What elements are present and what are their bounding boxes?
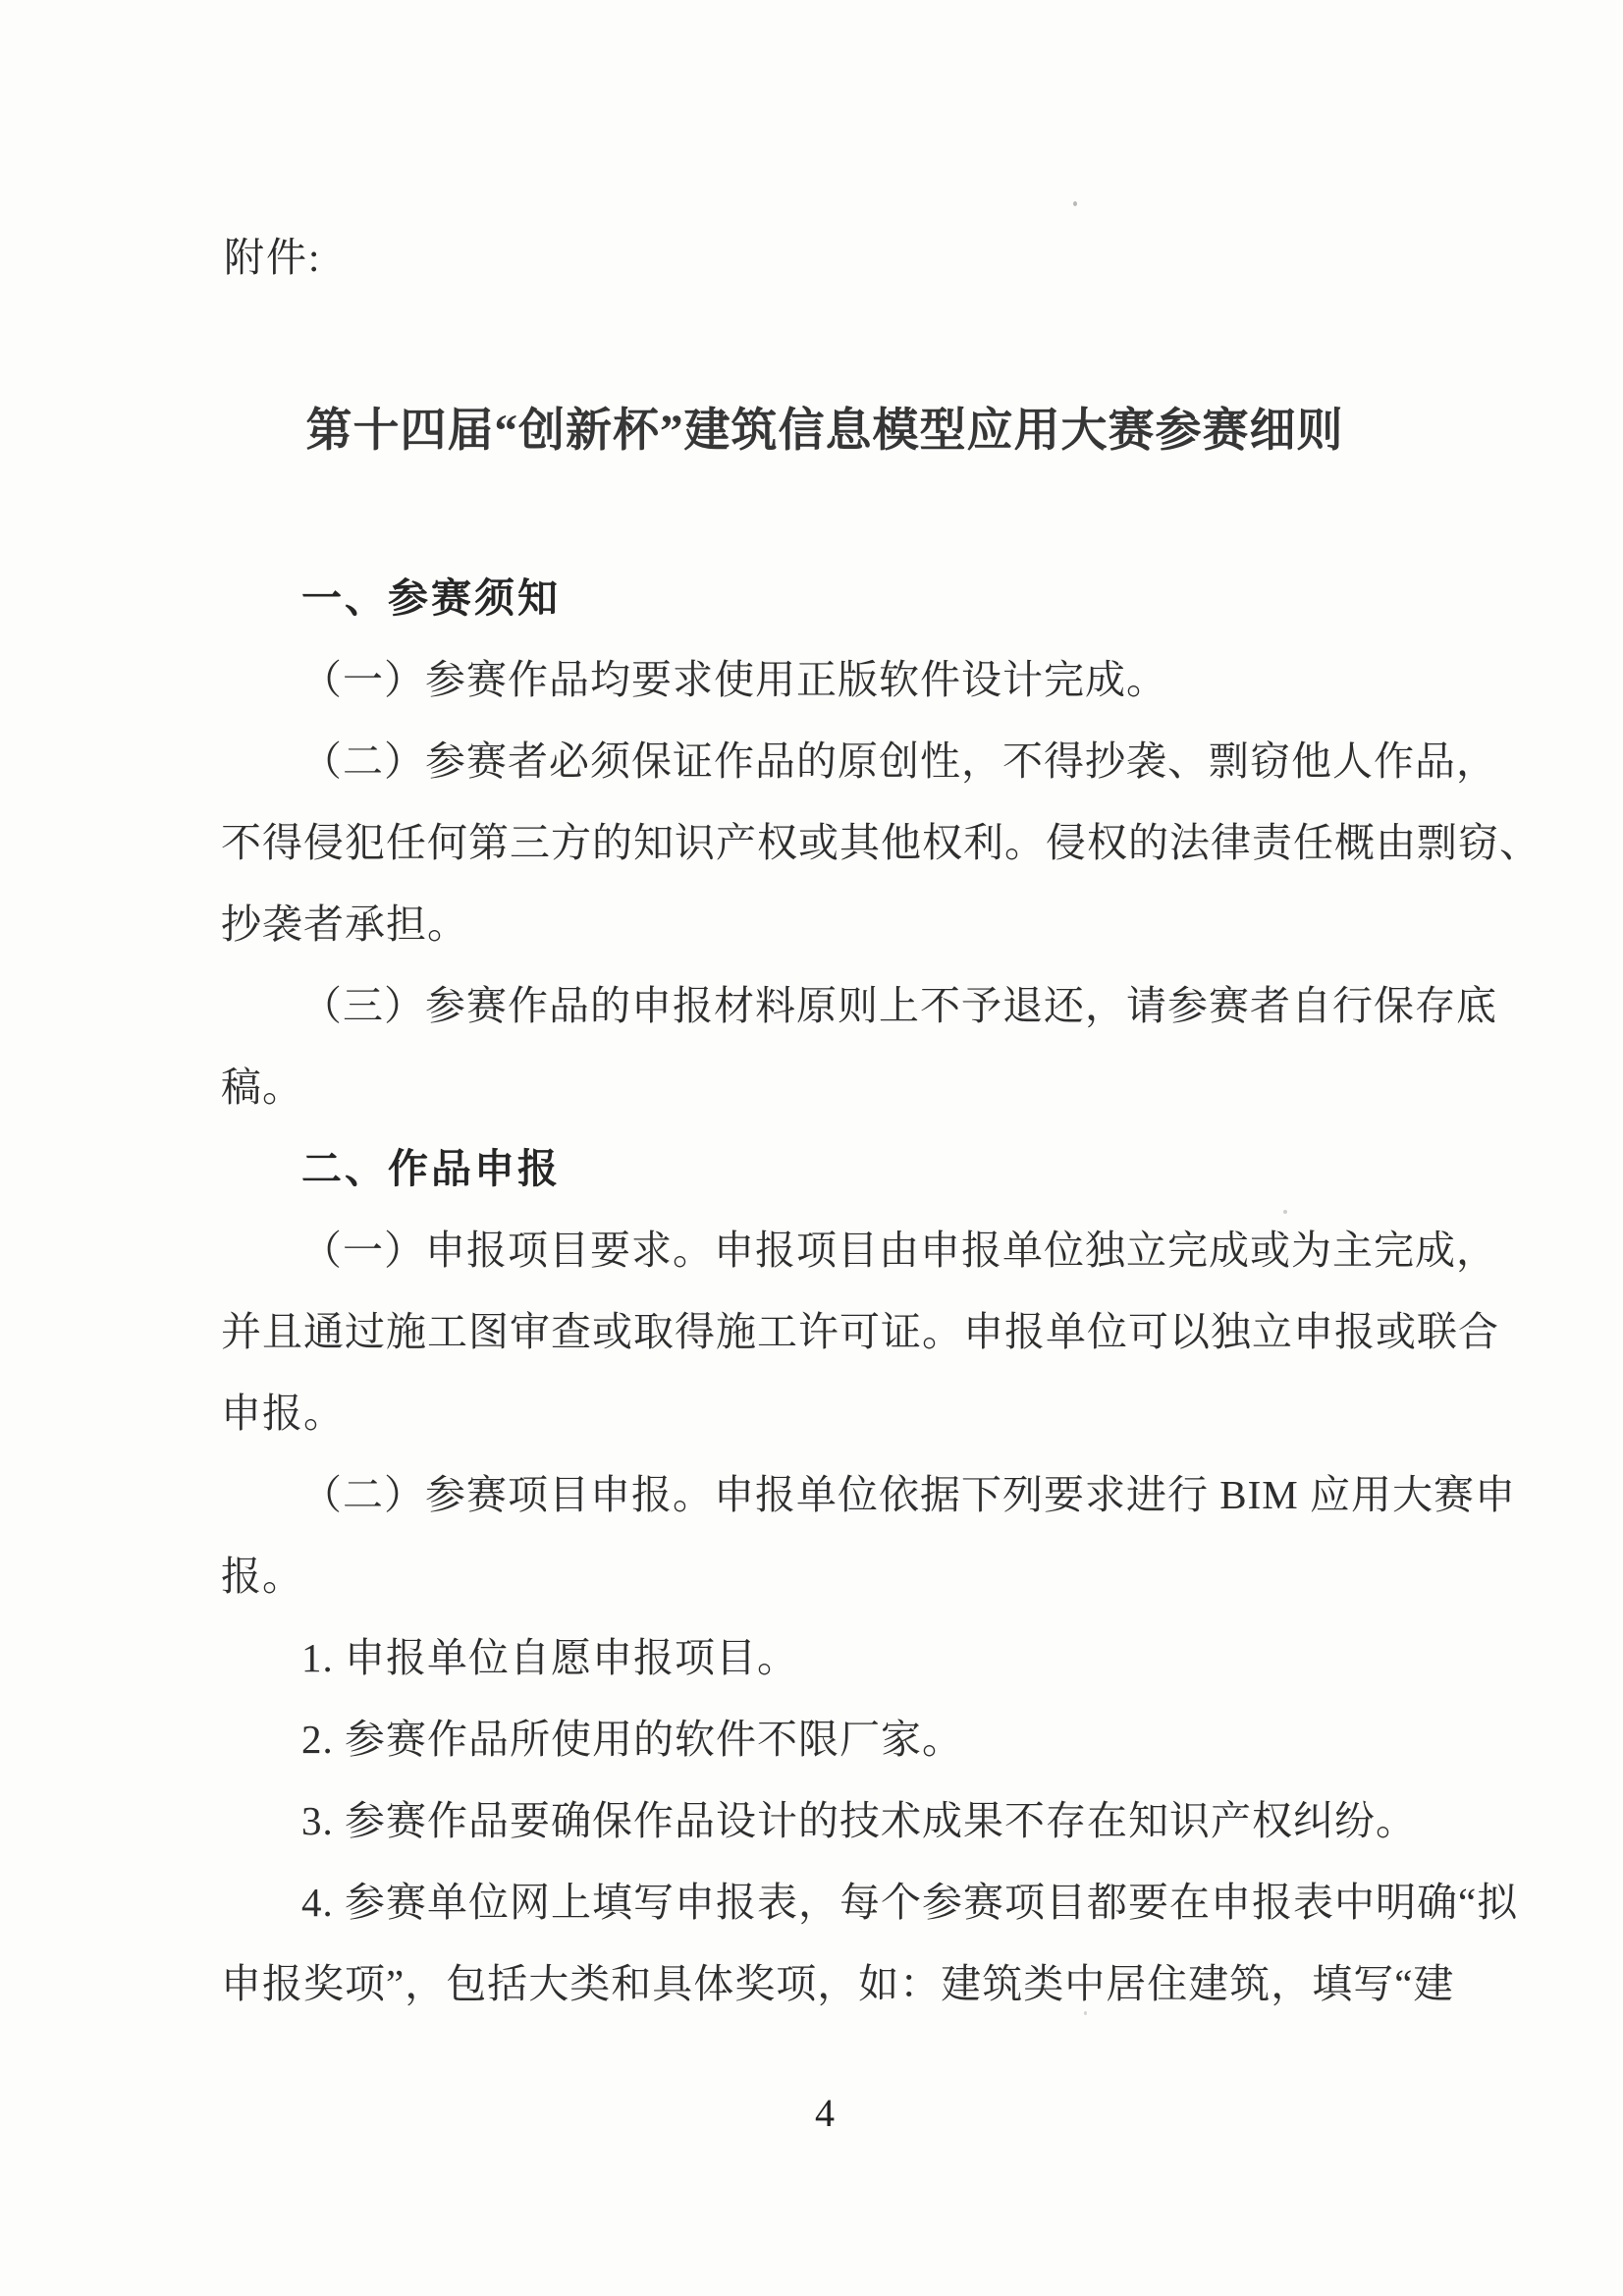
paragraph-line: （二）参赛项目申报。申报单位依据下列要求进行 BIM 应用大赛申 — [301, 1472, 1516, 1517]
paragraph-line: 4. 参赛单位网上填写申报表，每个参赛项目都要在申报表中明确“拟 — [301, 1880, 1519, 1925]
document-title: 第十四届“创新杯”建筑信息模型应用大赛参赛细则 — [305, 406, 1344, 457]
paragraph-line: 2. 参赛作品所使用的软件不限厂家。 — [301, 1717, 963, 1762]
paragraph-line: 抄袭者承担。 — [221, 902, 468, 947]
document-body — [221, 558, 1541, 2025]
paragraph-line: 3. 参赛作品要确保作品设计的技术成果不存在知识产权纠纷。 — [301, 1798, 1417, 1843]
section-heading: 二、作品申报 — [301, 1146, 561, 1191]
paragraph-line: （一）申报项目要求。申报项目由申报单位独立完成或为主完成， — [301, 1228, 1497, 1273]
paragraph-line: 不得侵犯任何第三方的知识产权或其他权利。侵权的法律责任概由剽窃、 — [221, 820, 1541, 865]
paragraph-line: （一）参赛作品均要求使用正版软件设计完成。 — [301, 657, 1167, 702]
paragraph-line: 报。 — [221, 1554, 303, 1599]
page-number: 4 — [815, 2091, 835, 2135]
scan-speck — [1073, 201, 1077, 206]
paragraph-line: 1. 申报单位自愿申报项目。 — [301, 1635, 798, 1680]
paragraph-line: 申报奖项”，包括大类和具体奖项，如：建筑类中居住建筑，填写“建 — [221, 1961, 1455, 2006]
section-heading: 一、参赛须知 — [301, 575, 561, 621]
paragraph-line: （三）参赛作品的申报材料原则上不予退还，请参赛者自行保存底 — [301, 983, 1497, 1028]
paragraph-line: 并且通过施工图审查或取得施工许可证。申报单位可以独立申报或联合 — [221, 1309, 1499, 1354]
paragraph-line: 申报。 — [221, 1391, 345, 1436]
attachment-label: 附件: — [224, 235, 322, 280]
paragraph-line: （二）参赛者必须保证作品的原创性，不得抄袭、剽窃他人作品， — [301, 738, 1497, 784]
paragraph-line: 稿。 — [221, 1065, 303, 1110]
